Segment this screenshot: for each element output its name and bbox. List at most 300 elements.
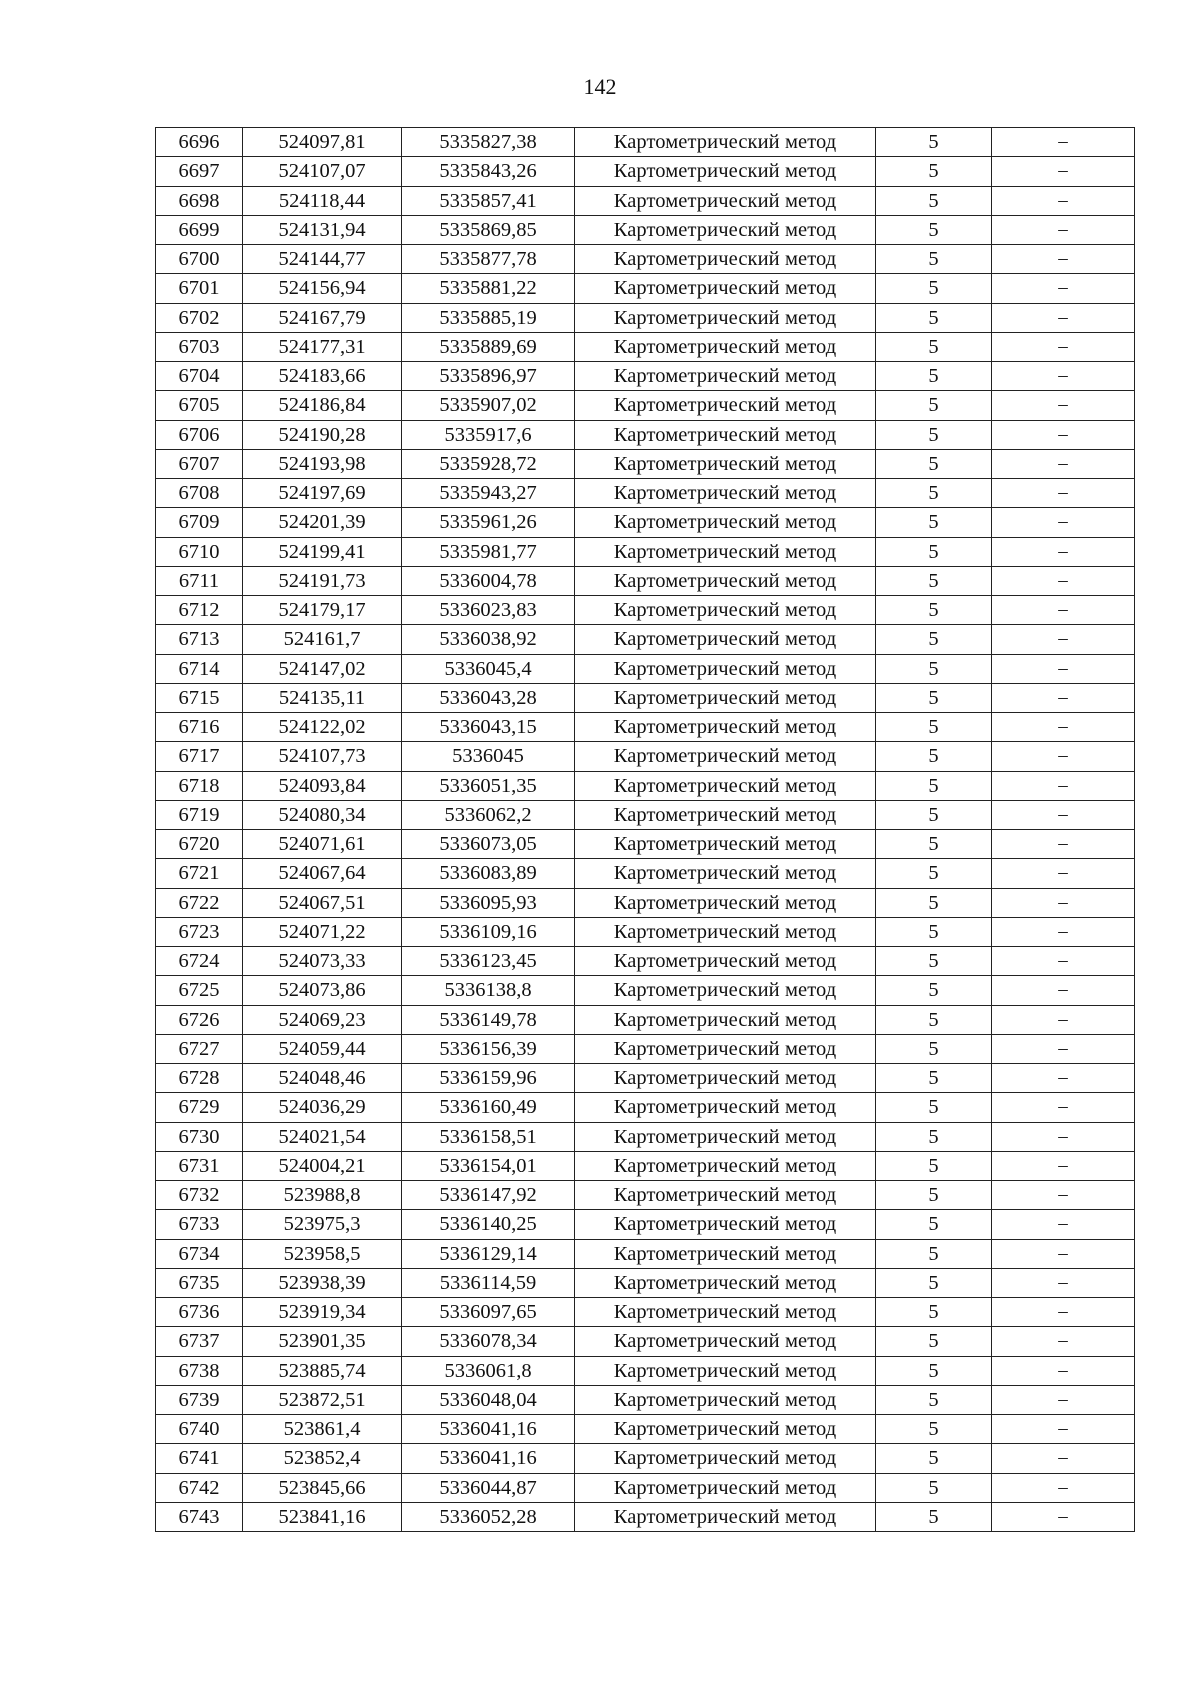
x-coordinate-cell: 524183,66 (243, 362, 402, 391)
accuracy-cell: 5 (876, 742, 992, 771)
point-number-cell: 6702 (156, 303, 243, 332)
accuracy-cell: 5 (876, 1268, 992, 1297)
point-number-cell: 6737 (156, 1327, 243, 1356)
table-row (156, 1473, 1135, 1502)
y-coordinate-cell: 5336149,78 (402, 1005, 575, 1034)
method-cell: Картометрический метод (575, 1356, 876, 1385)
table-row (156, 654, 1135, 683)
note-cell: – (992, 1181, 1135, 1210)
method-cell: Картометрический метод (575, 859, 876, 888)
accuracy-cell: 5 (876, 1298, 992, 1327)
point-number-cell: 6697 (156, 157, 243, 186)
table-row (156, 1298, 1135, 1327)
x-coordinate-cell: 524004,21 (243, 1151, 402, 1180)
accuracy-cell: 5 (876, 654, 992, 683)
accuracy-cell: 5 (876, 947, 992, 976)
point-number-cell: 6706 (156, 420, 243, 449)
x-coordinate-cell: 523958,5 (243, 1239, 402, 1268)
accuracy-cell: 5 (876, 508, 992, 537)
accuracy-cell: 5 (876, 186, 992, 215)
point-number-cell: 6736 (156, 1298, 243, 1327)
point-number-cell: 6742 (156, 1473, 243, 1502)
method-cell: Картометрический метод (575, 596, 876, 625)
table-row (156, 800, 1135, 829)
accuracy-cell: 5 (876, 1151, 992, 1180)
table-row (156, 1356, 1135, 1385)
x-coordinate-cell: 524107,07 (243, 157, 402, 186)
x-coordinate-cell: 524021,54 (243, 1122, 402, 1151)
x-coordinate-cell: 524161,7 (243, 625, 402, 654)
point-number-cell: 6729 (156, 1093, 243, 1122)
point-number-cell: 6741 (156, 1444, 243, 1473)
table-row (156, 1444, 1135, 1473)
note-cell: – (992, 245, 1135, 274)
table-row (156, 625, 1135, 654)
table-row (156, 215, 1135, 244)
y-coordinate-cell: 5336147,92 (402, 1181, 575, 1210)
table-row (156, 1034, 1135, 1063)
point-number-cell: 6740 (156, 1415, 243, 1444)
note-cell: – (992, 1298, 1135, 1327)
point-number-cell: 6707 (156, 449, 243, 478)
point-number-cell: 6724 (156, 947, 243, 976)
point-number-cell: 6727 (156, 1034, 243, 1063)
x-coordinate-cell: 524122,02 (243, 713, 402, 742)
method-cell: Картометрический метод (575, 1064, 876, 1093)
note-cell: – (992, 332, 1135, 361)
method-cell: Картометрический метод (575, 683, 876, 712)
y-coordinate-cell: 5335881,22 (402, 274, 575, 303)
y-coordinate-cell: 5335896,97 (402, 362, 575, 391)
table-row (156, 976, 1135, 1005)
note-cell: – (992, 654, 1135, 683)
point-number-cell: 6731 (156, 1151, 243, 1180)
table-row (156, 1268, 1135, 1297)
method-cell: Картометрический метод (575, 449, 876, 478)
accuracy-cell: 5 (876, 1122, 992, 1151)
y-coordinate-cell: 5336159,96 (402, 1064, 575, 1093)
page-number: 142 (583, 74, 617, 99)
x-coordinate-cell: 523885,74 (243, 1356, 402, 1385)
point-number-cell: 6699 (156, 215, 243, 244)
x-coordinate-cell: 524048,46 (243, 1064, 402, 1093)
point-number-cell: 6726 (156, 1005, 243, 1034)
note-cell: – (992, 420, 1135, 449)
note-cell: – (992, 976, 1135, 1005)
accuracy-cell: 5 (876, 245, 992, 274)
y-coordinate-cell: 5336160,49 (402, 1093, 575, 1122)
method-cell: Картометрический метод (575, 1385, 876, 1414)
table-row (156, 186, 1135, 215)
y-coordinate-cell: 5336140,25 (402, 1210, 575, 1239)
method-cell: Картометрический метод (575, 1298, 876, 1327)
note-cell: – (992, 1151, 1135, 1180)
x-coordinate-cell: 524144,77 (243, 245, 402, 274)
note-cell: – (992, 596, 1135, 625)
y-coordinate-cell: 5336048,04 (402, 1385, 575, 1414)
y-coordinate-cell: 5336073,05 (402, 830, 575, 859)
note-cell: – (992, 771, 1135, 800)
point-number-cell: 6713 (156, 625, 243, 654)
point-number-cell: 6701 (156, 274, 243, 303)
method-cell: Картометрический метод (575, 976, 876, 1005)
point-number-cell: 6711 (156, 566, 243, 595)
note-cell: – (992, 274, 1135, 303)
method-cell: Картометрический метод (575, 391, 876, 420)
x-coordinate-cell: 524179,17 (243, 596, 402, 625)
point-number-cell: 6708 (156, 479, 243, 508)
method-cell: Картометрический метод (575, 1210, 876, 1239)
point-number-cell: 6739 (156, 1385, 243, 1414)
note-cell: – (992, 1473, 1135, 1502)
x-coordinate-cell: 523988,8 (243, 1181, 402, 1210)
accuracy-cell: 5 (876, 157, 992, 186)
table-row (156, 157, 1135, 186)
point-number-cell: 6720 (156, 830, 243, 859)
x-coordinate-cell: 523861,4 (243, 1415, 402, 1444)
note-cell: – (992, 449, 1135, 478)
note-cell: – (992, 888, 1135, 917)
method-cell: Картометрический метод (575, 186, 876, 215)
x-coordinate-cell: 524147,02 (243, 654, 402, 683)
table-row (156, 1181, 1135, 1210)
point-number-cell: 6723 (156, 917, 243, 946)
table-row (156, 1005, 1135, 1034)
table-row (156, 1385, 1135, 1414)
method-cell: Картометрический метод (575, 654, 876, 683)
method-cell: Картометрический метод (575, 1122, 876, 1151)
note-cell: – (992, 917, 1135, 946)
y-coordinate-cell: 5335943,27 (402, 479, 575, 508)
table-row (156, 566, 1135, 595)
method-cell: Картометрический метод (575, 420, 876, 449)
method-cell: Картометрический метод (575, 1239, 876, 1268)
x-coordinate-cell: 524197,69 (243, 479, 402, 508)
accuracy-cell: 5 (876, 888, 992, 917)
table-row (156, 1415, 1135, 1444)
note-cell: – (992, 742, 1135, 771)
x-coordinate-cell: 524199,41 (243, 537, 402, 566)
table-row (156, 479, 1135, 508)
point-number-cell: 6703 (156, 332, 243, 361)
table-row (156, 128, 1135, 157)
point-number-cell: 6710 (156, 537, 243, 566)
method-cell: Картометрический метод (575, 888, 876, 917)
note-cell: – (992, 800, 1135, 829)
note-cell: – (992, 1356, 1135, 1385)
point-number-cell: 6734 (156, 1239, 243, 1268)
point-number-cell: 6705 (156, 391, 243, 420)
table-row (156, 1327, 1135, 1356)
note-cell: – (992, 1444, 1135, 1473)
method-cell: Картометрический метод (575, 479, 876, 508)
y-coordinate-cell: 5335961,26 (402, 508, 575, 537)
method-cell: Картометрический метод (575, 566, 876, 595)
method-cell: Картометрический метод (575, 625, 876, 654)
coordinates-table (155, 127, 1135, 1532)
note-cell: – (992, 1064, 1135, 1093)
method-cell: Картометрический метод (575, 303, 876, 332)
accuracy-cell: 5 (876, 859, 992, 888)
table-row (156, 508, 1135, 537)
x-coordinate-cell: 524097,81 (243, 128, 402, 157)
accuracy-cell: 5 (876, 1181, 992, 1210)
accuracy-cell: 5 (876, 771, 992, 800)
y-coordinate-cell: 5336114,59 (402, 1268, 575, 1297)
y-coordinate-cell: 5336052,28 (402, 1502, 575, 1531)
y-coordinate-cell: 5335857,41 (402, 186, 575, 215)
x-coordinate-cell: 523901,35 (243, 1327, 402, 1356)
point-number-cell: 6700 (156, 245, 243, 274)
accuracy-cell: 5 (876, 976, 992, 1005)
method-cell: Картометрический метод (575, 1444, 876, 1473)
y-coordinate-cell: 5336138,8 (402, 976, 575, 1005)
table-row (156, 1502, 1135, 1531)
x-coordinate-cell: 524071,61 (243, 830, 402, 859)
table-row (156, 537, 1135, 566)
y-coordinate-cell: 5336051,35 (402, 771, 575, 800)
note-cell: – (992, 1385, 1135, 1414)
table-row (156, 274, 1135, 303)
y-coordinate-cell: 5336043,15 (402, 713, 575, 742)
y-coordinate-cell: 5336045,4 (402, 654, 575, 683)
y-coordinate-cell: 5335917,6 (402, 420, 575, 449)
x-coordinate-cell: 524067,64 (243, 859, 402, 888)
method-cell: Картометрический метод (575, 332, 876, 361)
y-coordinate-cell: 5336061,8 (402, 1356, 575, 1385)
table-row (156, 303, 1135, 332)
method-cell: Картометрический метод (575, 1034, 876, 1063)
point-number-cell: 6738 (156, 1356, 243, 1385)
method-cell: Картометрический метод (575, 830, 876, 859)
y-coordinate-cell: 5335928,72 (402, 449, 575, 478)
note-cell: – (992, 128, 1135, 157)
table-row (156, 771, 1135, 800)
method-cell: Картометрический метод (575, 1093, 876, 1122)
x-coordinate-cell: 524036,29 (243, 1093, 402, 1122)
table-row (156, 830, 1135, 859)
accuracy-cell: 5 (876, 1444, 992, 1473)
table-row (156, 1122, 1135, 1151)
method-cell: Картометрический метод (575, 1327, 876, 1356)
x-coordinate-cell: 523852,4 (243, 1444, 402, 1473)
point-number-cell: 6718 (156, 771, 243, 800)
point-number-cell: 6716 (156, 713, 243, 742)
point-number-cell: 6730 (156, 1122, 243, 1151)
method-cell: Картометрический метод (575, 947, 876, 976)
accuracy-cell: 5 (876, 1034, 992, 1063)
table-row (156, 742, 1135, 771)
accuracy-cell: 5 (876, 274, 992, 303)
x-coordinate-cell: 524073,86 (243, 976, 402, 1005)
method-cell: Картометрический метод (575, 917, 876, 946)
point-number-cell: 6732 (156, 1181, 243, 1210)
note-cell: – (992, 713, 1135, 742)
method-cell: Картометрический метод (575, 274, 876, 303)
note-cell: – (992, 215, 1135, 244)
table-row (156, 859, 1135, 888)
method-cell: Картометрический метод (575, 1181, 876, 1210)
point-number-cell: 6698 (156, 186, 243, 215)
x-coordinate-cell: 524131,94 (243, 215, 402, 244)
accuracy-cell: 5 (876, 1385, 992, 1414)
note-cell: – (992, 391, 1135, 420)
x-coordinate-cell: 524177,31 (243, 332, 402, 361)
method-cell: Картометрический метод (575, 537, 876, 566)
accuracy-cell: 5 (876, 1327, 992, 1356)
x-coordinate-cell: 524135,11 (243, 683, 402, 712)
note-cell: – (992, 1502, 1135, 1531)
y-coordinate-cell: 5336078,34 (402, 1327, 575, 1356)
point-number-cell: 6722 (156, 888, 243, 917)
point-number-cell: 6735 (156, 1268, 243, 1297)
accuracy-cell: 5 (876, 332, 992, 361)
method-cell: Картометрический метод (575, 800, 876, 829)
accuracy-cell: 5 (876, 1473, 992, 1502)
x-coordinate-cell: 524193,98 (243, 449, 402, 478)
x-coordinate-cell: 523919,34 (243, 1298, 402, 1327)
accuracy-cell: 5 (876, 479, 992, 508)
accuracy-cell: 5 (876, 362, 992, 391)
y-coordinate-cell: 5336154,01 (402, 1151, 575, 1180)
table-row (156, 596, 1135, 625)
accuracy-cell: 5 (876, 1502, 992, 1531)
table-row (156, 1239, 1135, 1268)
table-row (156, 332, 1135, 361)
method-cell: Картометрический метод (575, 1005, 876, 1034)
note-cell: – (992, 859, 1135, 888)
point-number-cell: 6715 (156, 683, 243, 712)
accuracy-cell: 5 (876, 800, 992, 829)
y-coordinate-cell: 5336129,14 (402, 1239, 575, 1268)
point-number-cell: 6714 (156, 654, 243, 683)
accuracy-cell: 5 (876, 1239, 992, 1268)
accuracy-cell: 5 (876, 917, 992, 946)
y-coordinate-cell: 5336043,28 (402, 683, 575, 712)
method-cell: Картометрический метод (575, 1268, 876, 1297)
accuracy-cell: 5 (876, 566, 992, 595)
y-coordinate-cell: 5336038,92 (402, 625, 575, 654)
method-cell: Картометрический метод (575, 742, 876, 771)
note-cell: – (992, 1093, 1135, 1122)
y-coordinate-cell: 5335869,85 (402, 215, 575, 244)
y-coordinate-cell: 5335981,77 (402, 537, 575, 566)
accuracy-cell: 5 (876, 1064, 992, 1093)
y-coordinate-cell: 5336004,78 (402, 566, 575, 595)
y-coordinate-cell: 5336062,2 (402, 800, 575, 829)
point-number-cell: 6743 (156, 1502, 243, 1531)
point-number-cell: 6733 (156, 1210, 243, 1239)
y-coordinate-cell: 5335877,78 (402, 245, 575, 274)
note-cell: – (992, 566, 1135, 595)
x-coordinate-cell: 523975,3 (243, 1210, 402, 1239)
accuracy-cell: 5 (876, 449, 992, 478)
note-cell: – (992, 1268, 1135, 1297)
x-coordinate-cell: 524067,51 (243, 888, 402, 917)
table-row (156, 420, 1135, 449)
accuracy-cell: 5 (876, 625, 992, 654)
y-coordinate-cell: 5336123,45 (402, 947, 575, 976)
note-cell: – (992, 1415, 1135, 1444)
table-row (156, 362, 1135, 391)
y-coordinate-cell: 5335885,19 (402, 303, 575, 332)
x-coordinate-cell: 523845,66 (243, 1473, 402, 1502)
table-row (156, 245, 1135, 274)
table-row (156, 449, 1135, 478)
y-coordinate-cell: 5336045 (402, 742, 575, 771)
x-coordinate-cell: 524186,84 (243, 391, 402, 420)
note-cell: – (992, 830, 1135, 859)
method-cell: Картометрический метод (575, 128, 876, 157)
point-number-cell: 6704 (156, 362, 243, 391)
method-cell: Картометрический метод (575, 1415, 876, 1444)
accuracy-cell: 5 (876, 683, 992, 712)
table-row (156, 1093, 1135, 1122)
accuracy-cell: 5 (876, 215, 992, 244)
method-cell: Картометрический метод (575, 508, 876, 537)
table-row (156, 1210, 1135, 1239)
table-body (156, 128, 1135, 1532)
note-cell: – (992, 1327, 1135, 1356)
table-row (156, 391, 1135, 420)
accuracy-cell: 5 (876, 1356, 992, 1385)
table-row (156, 917, 1135, 946)
x-coordinate-cell: 524071,22 (243, 917, 402, 946)
x-coordinate-cell: 524191,73 (243, 566, 402, 595)
x-coordinate-cell: 524190,28 (243, 420, 402, 449)
y-coordinate-cell: 5335889,69 (402, 332, 575, 361)
y-coordinate-cell: 5336044,87 (402, 1473, 575, 1502)
accuracy-cell: 5 (876, 1093, 992, 1122)
accuracy-cell: 5 (876, 303, 992, 332)
note-cell: – (992, 947, 1135, 976)
note-cell: – (992, 1239, 1135, 1268)
accuracy-cell: 5 (876, 537, 992, 566)
point-number-cell: 6728 (156, 1064, 243, 1093)
x-coordinate-cell: 523872,51 (243, 1385, 402, 1414)
accuracy-cell: 5 (876, 1415, 992, 1444)
note-cell: – (992, 537, 1135, 566)
y-coordinate-cell: 5336109,16 (402, 917, 575, 946)
point-number-cell: 6712 (156, 596, 243, 625)
x-coordinate-cell: 524059,44 (243, 1034, 402, 1063)
x-coordinate-cell: 524069,23 (243, 1005, 402, 1034)
x-coordinate-cell: 524167,79 (243, 303, 402, 332)
method-cell: Картометрический метод (575, 713, 876, 742)
y-coordinate-cell: 5336023,83 (402, 596, 575, 625)
note-cell: – (992, 1034, 1135, 1063)
method-cell: Картометрический метод (575, 771, 876, 800)
point-number-cell: 6709 (156, 508, 243, 537)
y-coordinate-cell: 5336083,89 (402, 859, 575, 888)
point-number-cell: 6696 (156, 128, 243, 157)
method-cell: Картометрический метод (575, 1502, 876, 1531)
method-cell: Картометрический метод (575, 1151, 876, 1180)
table-row (156, 888, 1135, 917)
note-cell: – (992, 303, 1135, 332)
y-coordinate-cell: 5335843,26 (402, 157, 575, 186)
method-cell: Картометрический метод (575, 157, 876, 186)
y-coordinate-cell: 5336041,16 (402, 1415, 575, 1444)
x-coordinate-cell: 523841,16 (243, 1502, 402, 1531)
table-row (156, 683, 1135, 712)
y-coordinate-cell: 5335907,02 (402, 391, 575, 420)
note-cell: – (992, 508, 1135, 537)
accuracy-cell: 5 (876, 128, 992, 157)
table-row (156, 947, 1135, 976)
accuracy-cell: 5 (876, 713, 992, 742)
x-coordinate-cell: 524156,94 (243, 274, 402, 303)
